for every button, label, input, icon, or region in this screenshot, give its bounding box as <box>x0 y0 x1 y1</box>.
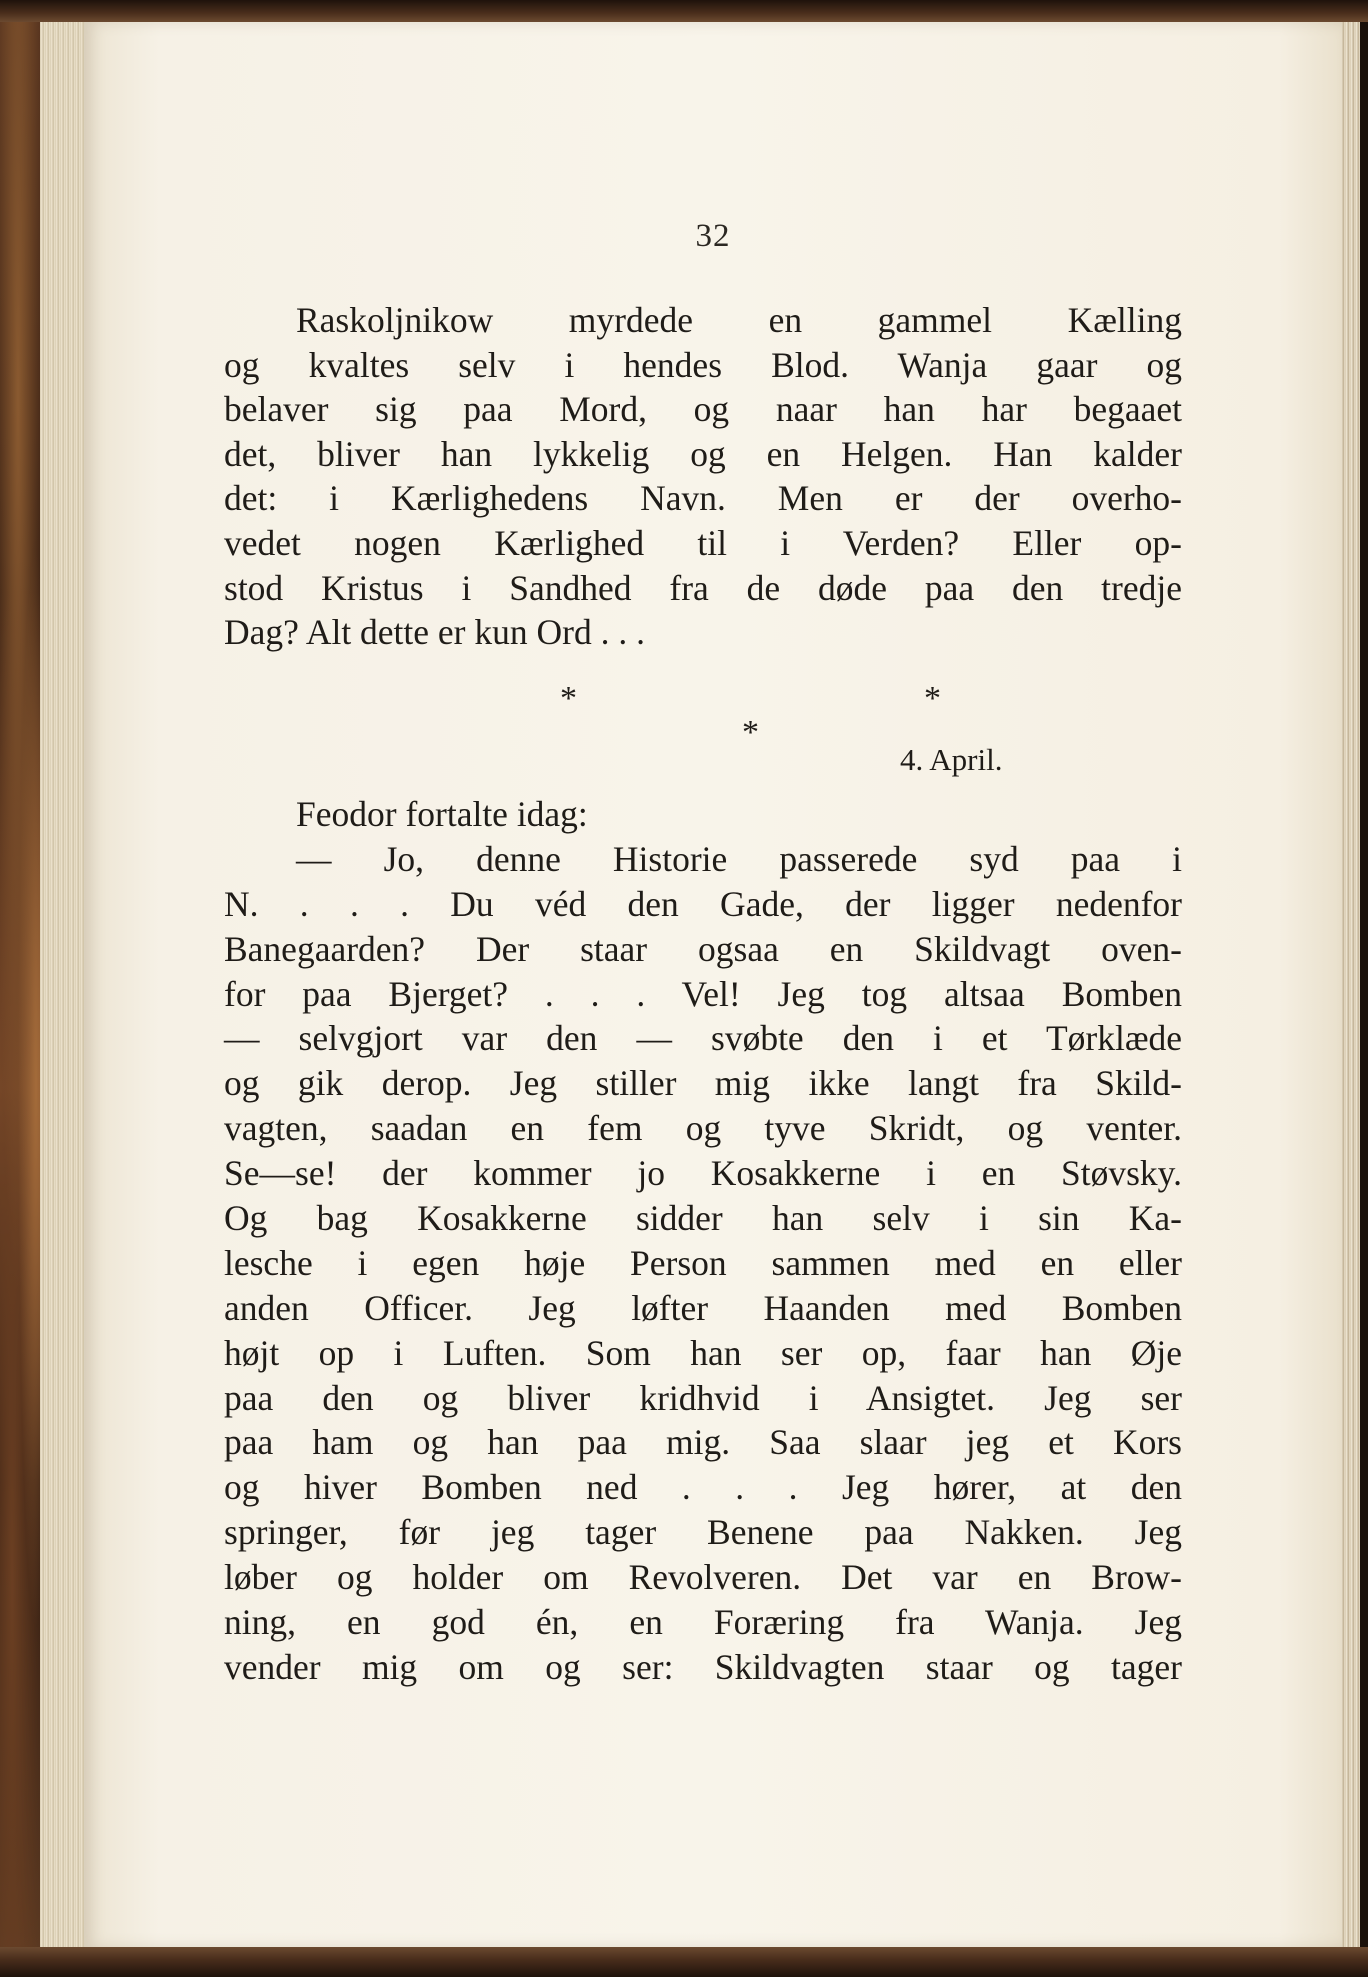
entry-date: 4. April. <box>900 742 1003 777</box>
text-line: N. . . . Du véd den Gade, der ligger nedenfor <box>224 883 1182 924</box>
asterisk: * <box>924 680 941 717</box>
page-edges-right <box>1340 18 1362 1953</box>
page-edges-left <box>40 18 88 1953</box>
text-line: og kvaltes selv i hendes Blod. Wanja gaar og <box>224 344 1182 385</box>
binding-edge-top <box>0 0 1368 22</box>
text-line: paa ham og han paa mig. Saa slaar jeg et Kors <box>224 1422 1182 1463</box>
text-line: Dag? Alt dette er kun Ord . . . <box>224 612 645 653</box>
binding-edge-bottom <box>0 1947 1368 1977</box>
text-line: og gik derop. Jeg stiller mig ikke langt fra Skild- <box>224 1063 1182 1104</box>
text-line: det: i Kærlighedens Navn. Men er der overho- <box>224 478 1182 519</box>
binding-edge-right <box>1360 0 1368 1977</box>
text-line: og hiver Bomben ned . . . Jeg hører, at den <box>224 1467 1182 1508</box>
text-line: Banegaarden? Der staar ogsaa en Skildvagt oven- <box>224 928 1182 969</box>
text-line: ning, en god én, en Foræring fra Wanja. Jeg <box>224 1602 1182 1643</box>
text-line: løber og holder om Revolveren. Det var en Brow- <box>224 1557 1182 1598</box>
text-line: Feodor fortalte idag: <box>296 794 588 834</box>
asterisk: * <box>560 680 577 717</box>
text-line: højt op i Luften. Som han ser op, faar han Øje <box>224 1332 1182 1373</box>
page-number: 32 <box>695 218 731 254</box>
text-line: Se—se! der kommer jo Kosakkerne i en Støvsky. <box>224 1153 1182 1194</box>
text-line: lesche i egen høje Person sammen med en eller <box>224 1242 1182 1283</box>
text-line: belaver sig paa Mord, og naar han har begaaet <box>224 389 1182 430</box>
text-line: vender mig om og ser: Skildvagten staar og tager <box>224 1646 1182 1687</box>
section-break <box>224 680 1182 750</box>
text-line: stod Kristus i Sandhed fra de døde paa den tredje <box>224 567 1182 608</box>
text-line: anden Officer. Jeg løfter Haanden med Bomben <box>224 1287 1182 1328</box>
text-line: for paa Bjerget? . . . Vel! Jeg tog altsaa Bomben <box>224 973 1182 1014</box>
text-line: vedet nogen Kærlighed til i Verden? Eller op- <box>224 522 1182 563</box>
paragraph-1 <box>224 298 1182 655</box>
text-line: Og bag Kosakkerne sidder han selv i sin Ka- <box>224 1198 1182 1239</box>
text-line: springer, før jeg tager Benene paa Nakken. Jeg <box>224 1512 1182 1553</box>
text-line: — selvgjort var den — svøbte den i et Tørklæde <box>224 1018 1182 1059</box>
text-line: Raskoljnikow myrdede en gammel Kælling <box>296 300 1182 340</box>
text-line: vagten, saadan en fem og tyve Skridt, og venter. <box>224 1108 1182 1149</box>
asterisk: * <box>742 714 759 751</box>
paragraph-2 <box>224 792 1182 1690</box>
text-line: det, bliver han lykkelig og en Helgen. Han kalder <box>224 433 1182 474</box>
text-line: — Jo, denne Historie passerede syd paa i <box>296 838 1182 879</box>
text-line: paa den og bliver kridhvid i Ansigtet. Jeg ser <box>224 1377 1182 1418</box>
